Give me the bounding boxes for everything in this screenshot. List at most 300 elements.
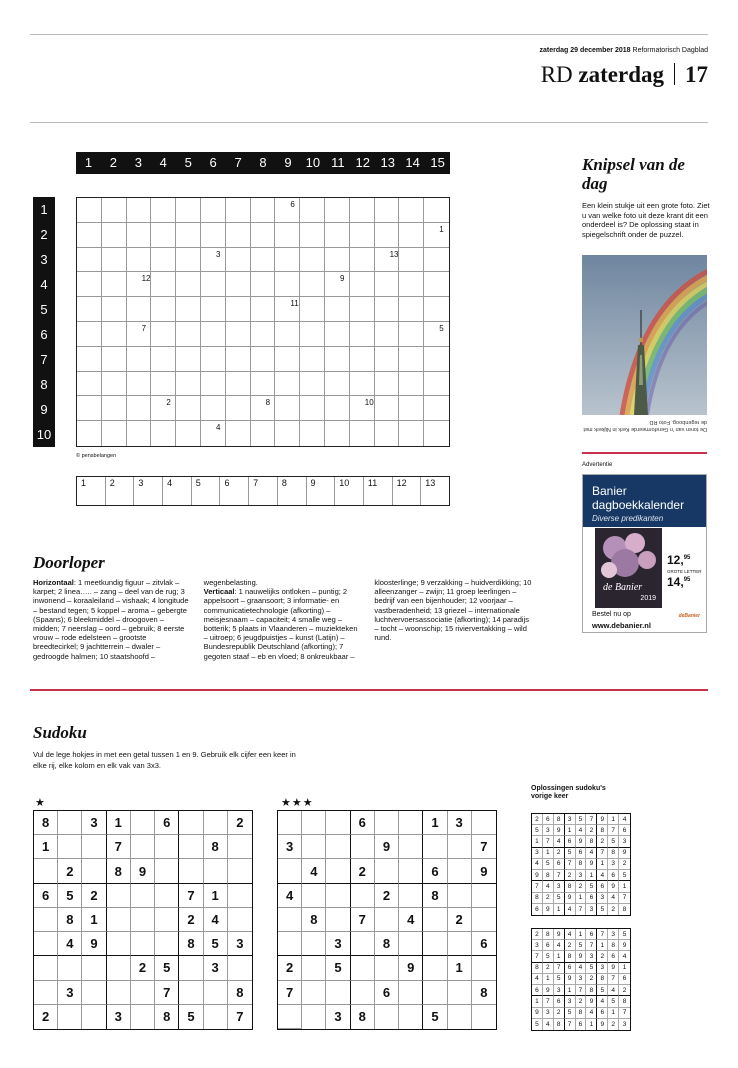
grid-cell[interactable] bbox=[300, 396, 325, 421]
sudoku-cell[interactable] bbox=[472, 908, 496, 932]
grid-cell[interactable] bbox=[151, 297, 176, 322]
grid-cell[interactable] bbox=[251, 372, 276, 397]
sudoku-cell[interactable] bbox=[326, 981, 350, 1005]
grid-cell[interactable] bbox=[102, 421, 127, 446]
sudoku-cell[interactable] bbox=[58, 835, 82, 859]
sudoku-cell[interactable] bbox=[472, 884, 496, 908]
grid-cell[interactable] bbox=[226, 322, 251, 347]
sudoku-cell[interactable] bbox=[375, 908, 399, 932]
grid-cell[interactable] bbox=[424, 396, 449, 421]
grid-cell[interactable] bbox=[375, 347, 400, 372]
sudoku-cell[interactable] bbox=[34, 981, 58, 1005]
sudoku-cell[interactable] bbox=[34, 956, 58, 980]
grid-cell[interactable] bbox=[251, 272, 276, 297]
grid-cell[interactable] bbox=[201, 347, 226, 372]
sudoku-cell[interactable]: 1 bbox=[107, 811, 131, 835]
sudoku-cell[interactable] bbox=[155, 859, 179, 883]
grid-cell[interactable] bbox=[77, 223, 102, 248]
sudoku-cell[interactable] bbox=[326, 811, 350, 835]
sudoku-cell[interactable]: 6 bbox=[34, 884, 58, 908]
grid-cell[interactable] bbox=[77, 396, 102, 421]
grid-cell[interactable] bbox=[176, 272, 201, 297]
grid-cell[interactable] bbox=[127, 322, 152, 347]
grid-cell[interactable] bbox=[325, 223, 350, 248]
sudoku-cell[interactable]: 1 bbox=[204, 884, 228, 908]
sudoku-hard[interactable] bbox=[277, 810, 497, 1030]
sudoku-cell[interactable]: 5 bbox=[179, 1005, 203, 1029]
sudoku-cell[interactable]: 1 bbox=[448, 956, 472, 980]
sudoku-cell[interactable] bbox=[155, 884, 179, 908]
sudoku-cell[interactable] bbox=[228, 859, 252, 883]
grid-cell[interactable] bbox=[151, 223, 176, 248]
sudoku-cell[interactable]: 3 bbox=[58, 981, 82, 1005]
sudoku-cell[interactable] bbox=[399, 835, 423, 859]
grid-cell[interactable] bbox=[251, 347, 276, 372]
sudoku-cell[interactable]: 4 bbox=[399, 908, 423, 932]
grid-cell[interactable] bbox=[399, 297, 424, 322]
grid-cell[interactable] bbox=[201, 248, 226, 273]
sudoku-cell[interactable]: 8 bbox=[58, 908, 82, 932]
sudoku-cell[interactable] bbox=[399, 981, 423, 1005]
sudoku-cell[interactable] bbox=[375, 956, 399, 980]
grid-cell[interactable] bbox=[325, 396, 350, 421]
grid-cell[interactable] bbox=[77, 372, 102, 397]
sudoku-cell[interactable]: 8 bbox=[107, 859, 131, 883]
grid-cell[interactable] bbox=[176, 372, 201, 397]
grid-cell[interactable] bbox=[151, 347, 176, 372]
sudoku-cell[interactable]: 7 bbox=[472, 835, 496, 859]
grid-cell[interactable] bbox=[251, 248, 276, 273]
sudoku-cell[interactable]: 3 bbox=[204, 956, 228, 980]
grid-cell[interactable] bbox=[424, 421, 449, 446]
sudoku-cell[interactable] bbox=[278, 932, 302, 956]
grid-cell[interactable] bbox=[251, 396, 276, 421]
sudoku-cell[interactable]: 8 bbox=[228, 981, 252, 1005]
sudoku-cell[interactable]: 5 bbox=[204, 932, 228, 956]
sudoku-cell[interactable] bbox=[155, 932, 179, 956]
sudoku-cell[interactable]: 3 bbox=[278, 835, 302, 859]
sudoku-cell[interactable] bbox=[155, 835, 179, 859]
sudoku-cell[interactable]: 8 bbox=[179, 932, 203, 956]
sudoku-cell[interactable] bbox=[82, 981, 106, 1005]
grid-cell[interactable] bbox=[102, 372, 127, 397]
grid-cell[interactable] bbox=[151, 248, 176, 273]
sudoku-cell[interactable] bbox=[302, 981, 326, 1005]
sudoku-cell[interactable]: 2 bbox=[179, 908, 203, 932]
grid-cell[interactable] bbox=[350, 248, 375, 273]
grid-cell[interactable] bbox=[176, 198, 201, 223]
grid-cell[interactable] bbox=[399, 223, 424, 248]
grid-cell[interactable] bbox=[201, 272, 226, 297]
grid-cell[interactable] bbox=[399, 198, 424, 223]
sudoku-cell[interactable]: 6 bbox=[423, 859, 447, 883]
sudoku-cell[interactable]: 2 bbox=[82, 884, 106, 908]
sudoku-cell[interactable] bbox=[278, 859, 302, 883]
answer-slot[interactable]: 5 bbox=[192, 477, 221, 505]
sudoku-cell[interactable] bbox=[107, 908, 131, 932]
grid-cell[interactable] bbox=[226, 223, 251, 248]
grid-cell[interactable] bbox=[151, 322, 176, 347]
sudoku-cell[interactable]: 2 bbox=[278, 956, 302, 980]
grid-cell[interactable] bbox=[77, 322, 102, 347]
sudoku-cell[interactable] bbox=[204, 811, 228, 835]
sudoku-cell[interactable] bbox=[399, 1005, 423, 1029]
grid-cell[interactable] bbox=[102, 347, 127, 372]
sudoku-cell[interactable] bbox=[472, 956, 496, 980]
sudoku-cell[interactable] bbox=[58, 1005, 82, 1029]
sudoku-cell[interactable]: 4 bbox=[204, 908, 228, 932]
grid-cell[interactable] bbox=[399, 272, 424, 297]
answer-slot[interactable]: 11 bbox=[364, 477, 393, 505]
grid-cell[interactable] bbox=[226, 421, 251, 446]
grid-cell[interactable] bbox=[102, 322, 127, 347]
grid-cell[interactable] bbox=[77, 347, 102, 372]
grid-cell[interactable] bbox=[424, 198, 449, 223]
grid-cell[interactable] bbox=[399, 421, 424, 446]
grid-cell[interactable] bbox=[251, 421, 276, 446]
grid-cell[interactable] bbox=[201, 421, 226, 446]
grid-cell[interactable] bbox=[350, 198, 375, 223]
grid-cell[interactable] bbox=[77, 198, 102, 223]
grid-cell[interactable] bbox=[127, 223, 152, 248]
sudoku-cell[interactable] bbox=[131, 908, 155, 932]
grid-cell[interactable] bbox=[151, 272, 176, 297]
sudoku-cell[interactable] bbox=[228, 835, 252, 859]
sudoku-cell[interactable] bbox=[179, 835, 203, 859]
sudoku-cell[interactable]: 6 bbox=[155, 811, 179, 835]
grid-cell[interactable] bbox=[201, 223, 226, 248]
sudoku-cell[interactable] bbox=[107, 981, 131, 1005]
grid-cell[interactable] bbox=[77, 272, 102, 297]
sudoku-cell[interactable] bbox=[351, 835, 375, 859]
grid-cell[interactable] bbox=[375, 322, 400, 347]
grid-cell[interactable] bbox=[424, 322, 449, 347]
sudoku-cell[interactable]: 7 bbox=[236, 1009, 244, 1025]
sudoku-cell[interactable]: 4 bbox=[58, 932, 82, 956]
sudoku-cell[interactable]: 5 bbox=[423, 1005, 447, 1029]
sudoku-cell[interactable] bbox=[58, 956, 82, 980]
sudoku-cell[interactable]: 8 bbox=[351, 1005, 375, 1029]
grid-cell[interactable] bbox=[102, 223, 127, 248]
answer-slot[interactable]: 2 bbox=[106, 477, 135, 505]
grid-cell[interactable] bbox=[325, 248, 350, 273]
grid-cell[interactable] bbox=[375, 248, 400, 273]
answer-slot[interactable]: 8 bbox=[278, 477, 307, 505]
grid-cell[interactable] bbox=[201, 297, 226, 322]
sudoku-cell[interactable] bbox=[82, 1005, 106, 1029]
sudoku-cell[interactable]: 2 bbox=[228, 811, 252, 835]
doorloper-grid[interactable] bbox=[76, 197, 450, 447]
sudoku-cell[interactable] bbox=[423, 981, 447, 1005]
grid-cell[interactable] bbox=[275, 272, 300, 297]
grid-cell[interactable] bbox=[375, 272, 400, 297]
sudoku-cell[interactable] bbox=[228, 908, 252, 932]
sudoku-cell[interactable] bbox=[34, 908, 58, 932]
sudoku-cell[interactable]: 9 bbox=[399, 956, 423, 980]
sudoku-cell[interactable] bbox=[131, 884, 155, 908]
sudoku-cell[interactable] bbox=[278, 908, 302, 932]
grid-cell[interactable] bbox=[424, 223, 449, 248]
grid-cell[interactable] bbox=[399, 248, 424, 273]
answer-strip[interactable] bbox=[76, 476, 450, 506]
grid-cell[interactable] bbox=[275, 248, 300, 273]
grid-cell[interactable] bbox=[77, 248, 102, 273]
grid-cell[interactable] bbox=[251, 198, 276, 223]
grid-cell[interactable] bbox=[151, 396, 176, 421]
sudoku-cell[interactable]: 7 bbox=[107, 835, 131, 859]
sudoku-cell[interactable] bbox=[82, 835, 106, 859]
grid-cell[interactable] bbox=[127, 372, 152, 397]
sudoku-cell[interactable] bbox=[302, 811, 326, 835]
answer-slot[interactable]: 4 bbox=[163, 477, 192, 505]
grid-cell[interactable] bbox=[176, 396, 201, 421]
sudoku-cell[interactable] bbox=[179, 981, 203, 1005]
sudoku-cell[interactable]: 3 bbox=[448, 811, 472, 835]
grid-cell[interactable] bbox=[350, 396, 375, 421]
grid-cell[interactable] bbox=[424, 272, 449, 297]
sudoku-cell[interactable] bbox=[351, 956, 375, 980]
answer-slot[interactable]: 6 bbox=[220, 477, 249, 505]
grid-cell[interactable] bbox=[300, 248, 325, 273]
sudoku-cell[interactable] bbox=[278, 1005, 302, 1029]
sudoku-cell[interactable]: 2 bbox=[131, 956, 155, 980]
sudoku-cell[interactable]: 8 bbox=[423, 884, 447, 908]
sudoku-cell[interactable] bbox=[82, 859, 106, 883]
grid-cell[interactable] bbox=[151, 421, 176, 446]
grid-cell[interactable] bbox=[77, 421, 102, 446]
grid-cell[interactable] bbox=[300, 272, 325, 297]
sudoku-cell[interactable] bbox=[375, 1005, 399, 1029]
grid-cell[interactable] bbox=[251, 297, 276, 322]
sudoku-cell[interactable] bbox=[179, 859, 203, 883]
grid-cell[interactable] bbox=[201, 322, 226, 347]
sudoku-cell[interactable] bbox=[204, 1005, 228, 1029]
grid-cell[interactable] bbox=[127, 297, 152, 322]
grid-cell[interactable] bbox=[127, 396, 152, 421]
grid-cell[interactable] bbox=[201, 198, 226, 223]
sudoku-cell[interactable] bbox=[472, 1005, 496, 1029]
sudoku-cell[interactable]: 7 bbox=[155, 981, 179, 1005]
sudoku-cell[interactable]: 6 bbox=[375, 981, 399, 1005]
sudoku-cell[interactable] bbox=[399, 884, 423, 908]
sudoku-cell[interactable]: 9 bbox=[375, 835, 399, 859]
sudoku-cell[interactable] bbox=[448, 1005, 472, 1029]
sudoku-cell[interactable] bbox=[131, 1005, 155, 1029]
sudoku-cell[interactable]: 6 bbox=[351, 811, 375, 835]
sudoku-cell[interactable] bbox=[326, 908, 350, 932]
sudoku-cell[interactable]: 8 bbox=[204, 835, 228, 859]
grid-cell[interactable] bbox=[325, 198, 350, 223]
grid-cell[interactable] bbox=[151, 372, 176, 397]
sudoku-cell[interactable]: 3 bbox=[326, 932, 350, 956]
sudoku-easy[interactable] bbox=[33, 810, 253, 1030]
sudoku-cell[interactable]: 5 bbox=[326, 956, 350, 980]
answer-slot[interactable]: 9 bbox=[307, 477, 336, 505]
grid-cell[interactable] bbox=[325, 372, 350, 397]
sudoku-cell[interactable]: 8 bbox=[302, 908, 326, 932]
sudoku-cell[interactable] bbox=[131, 932, 155, 956]
grid-cell[interactable] bbox=[176, 297, 201, 322]
sudoku-cell[interactable]: 7 bbox=[351, 908, 375, 932]
grid-cell[interactable] bbox=[226, 248, 251, 273]
sudoku-cell[interactable]: 3 bbox=[326, 1005, 350, 1029]
sudoku-cell[interactable] bbox=[204, 981, 228, 1005]
grid-cell[interactable] bbox=[176, 248, 201, 273]
sudoku-cell[interactable] bbox=[351, 884, 375, 908]
sudoku-cell[interactable]: 3 bbox=[107, 1005, 131, 1029]
grid-cell[interactable] bbox=[127, 198, 152, 223]
sudoku-cell[interactable] bbox=[448, 835, 472, 859]
answer-slot[interactable]: 12 bbox=[393, 477, 422, 505]
grid-cell[interactable] bbox=[275, 421, 300, 446]
sudoku-cell[interactable]: 2 bbox=[58, 859, 82, 883]
sudoku-cell[interactable]: 7 bbox=[179, 884, 203, 908]
grid-cell[interactable] bbox=[375, 198, 400, 223]
sudoku-cell[interactable] bbox=[351, 932, 375, 956]
sudoku-cell[interactable]: 8 bbox=[375, 932, 399, 956]
sudoku-cell[interactable]: 2 bbox=[448, 908, 472, 932]
grid-cell[interactable] bbox=[77, 297, 102, 322]
sudoku-cell[interactable] bbox=[107, 956, 131, 980]
sudoku-cell[interactable] bbox=[131, 811, 155, 835]
sudoku-cell[interactable]: 8 bbox=[155, 1005, 179, 1029]
sudoku-cell[interactable] bbox=[34, 932, 58, 956]
grid-cell[interactable] bbox=[375, 297, 400, 322]
grid-cell[interactable] bbox=[300, 198, 325, 223]
answer-slot[interactable]: 13 bbox=[425, 478, 436, 488]
sudoku-cell[interactable] bbox=[326, 859, 350, 883]
grid-cell[interactable] bbox=[300, 297, 325, 322]
sudoku-cell[interactable]: 5 bbox=[155, 956, 179, 980]
grid-cell[interactable] bbox=[350, 223, 375, 248]
grid-cell[interactable] bbox=[275, 396, 300, 421]
sudoku-cell[interactable] bbox=[399, 932, 423, 956]
sudoku-cell[interactable]: 7 bbox=[278, 981, 302, 1005]
grid-cell[interactable] bbox=[300, 421, 325, 446]
grid-cell[interactable] bbox=[350, 372, 375, 397]
grid-cell[interactable] bbox=[127, 272, 152, 297]
sudoku-cell[interactable] bbox=[179, 811, 203, 835]
grid-cell[interactable] bbox=[102, 198, 127, 223]
grid-cell[interactable] bbox=[300, 223, 325, 248]
grid-cell[interactable] bbox=[300, 372, 325, 397]
sudoku-cell[interactable] bbox=[107, 932, 131, 956]
grid-cell[interactable] bbox=[102, 248, 127, 273]
sudoku-cell[interactable] bbox=[326, 884, 350, 908]
grid-cell[interactable] bbox=[424, 372, 449, 397]
sudoku-cell[interactable] bbox=[423, 908, 447, 932]
sudoku-cell[interactable] bbox=[179, 956, 203, 980]
sudoku-cell[interactable] bbox=[82, 956, 106, 980]
sudoku-cell[interactable]: 9 bbox=[131, 859, 155, 883]
grid-cell[interactable] bbox=[424, 347, 449, 372]
grid-cell[interactable] bbox=[275, 347, 300, 372]
answer-slot[interactable]: 7 bbox=[249, 477, 278, 505]
sudoku-cell[interactable]: 1 bbox=[423, 811, 447, 835]
sudoku-cell[interactable] bbox=[131, 835, 155, 859]
sudoku-cell[interactable]: 9 bbox=[82, 932, 106, 956]
sudoku-cell[interactable]: 8 bbox=[472, 981, 496, 1005]
grid-cell[interactable] bbox=[127, 347, 152, 372]
sudoku-cell[interactable] bbox=[448, 932, 472, 956]
grid-cell[interactable] bbox=[350, 297, 375, 322]
answer-slot[interactable]: 10 bbox=[335, 477, 364, 505]
grid-cell[interactable] bbox=[226, 198, 251, 223]
grid-cell[interactable] bbox=[102, 297, 127, 322]
grid-cell[interactable] bbox=[275, 297, 300, 322]
grid-cell[interactable] bbox=[201, 396, 226, 421]
sudoku-cell[interactable]: 5 bbox=[58, 884, 82, 908]
grid-cell[interactable] bbox=[275, 198, 300, 223]
grid-cell[interactable] bbox=[275, 322, 300, 347]
sudoku-cell[interactable]: 8 bbox=[34, 811, 58, 835]
sudoku-cell[interactable] bbox=[302, 884, 326, 908]
sudoku-cell[interactable] bbox=[375, 811, 399, 835]
grid-cell[interactable] bbox=[375, 421, 400, 446]
sudoku-cell[interactable]: 2 bbox=[34, 1005, 58, 1029]
grid-cell[interactable] bbox=[300, 322, 325, 347]
grid-cell[interactable] bbox=[350, 272, 375, 297]
grid-cell[interactable] bbox=[325, 272, 350, 297]
sudoku-cell[interactable] bbox=[131, 981, 155, 1005]
sudoku-cell[interactable]: 2 bbox=[375, 884, 399, 908]
advert-banier[interactable] bbox=[582, 474, 707, 633]
grid-cell[interactable] bbox=[102, 396, 127, 421]
grid-cell[interactable] bbox=[102, 272, 127, 297]
grid-cell[interactable] bbox=[399, 396, 424, 421]
sudoku-cell[interactable] bbox=[472, 811, 496, 835]
answer-slot[interactable]: 1 bbox=[77, 477, 106, 505]
sudoku-cell[interactable] bbox=[423, 956, 447, 980]
grid-cell[interactable] bbox=[325, 297, 350, 322]
grid-cell[interactable] bbox=[275, 372, 300, 397]
grid-cell[interactable] bbox=[275, 223, 300, 248]
grid-cell[interactable] bbox=[127, 421, 152, 446]
sudoku-cell[interactable] bbox=[228, 884, 252, 908]
grid-cell[interactable] bbox=[300, 347, 325, 372]
grid-cell[interactable] bbox=[151, 198, 176, 223]
sudoku-cell[interactable]: 3 bbox=[228, 932, 252, 956]
grid-cell[interactable] bbox=[375, 396, 400, 421]
sudoku-cell[interactable] bbox=[399, 859, 423, 883]
grid-cell[interactable] bbox=[176, 223, 201, 248]
grid-cell[interactable] bbox=[375, 223, 400, 248]
grid-cell[interactable] bbox=[325, 322, 350, 347]
grid-cell[interactable] bbox=[226, 372, 251, 397]
grid-cell[interactable] bbox=[176, 322, 201, 347]
sudoku-cell[interactable]: 2 bbox=[351, 859, 375, 883]
sudoku-cell[interactable] bbox=[58, 811, 82, 835]
sudoku-cell[interactable] bbox=[228, 956, 252, 980]
sudoku-cell[interactable] bbox=[155, 908, 179, 932]
grid-cell[interactable] bbox=[399, 372, 424, 397]
answer-slot[interactable]: 3 bbox=[134, 477, 163, 505]
sudoku-cell[interactable] bbox=[302, 835, 326, 859]
sudoku-cell[interactable] bbox=[448, 884, 472, 908]
sudoku-cell[interactable] bbox=[423, 932, 447, 956]
grid-cell[interactable] bbox=[226, 297, 251, 322]
grid-cell[interactable] bbox=[226, 347, 251, 372]
sudoku-cell[interactable] bbox=[375, 859, 399, 883]
grid-cell[interactable] bbox=[424, 297, 449, 322]
grid-cell[interactable] bbox=[399, 322, 424, 347]
sudoku-cell[interactable] bbox=[448, 981, 472, 1005]
sudoku-cell[interactable] bbox=[278, 811, 302, 835]
sudoku-cell[interactable]: 1 bbox=[34, 835, 58, 859]
sudoku-cell[interactable] bbox=[351, 981, 375, 1005]
sudoku-cell[interactable] bbox=[448, 859, 472, 883]
sudoku-cell[interactable]: 4 bbox=[302, 859, 326, 883]
